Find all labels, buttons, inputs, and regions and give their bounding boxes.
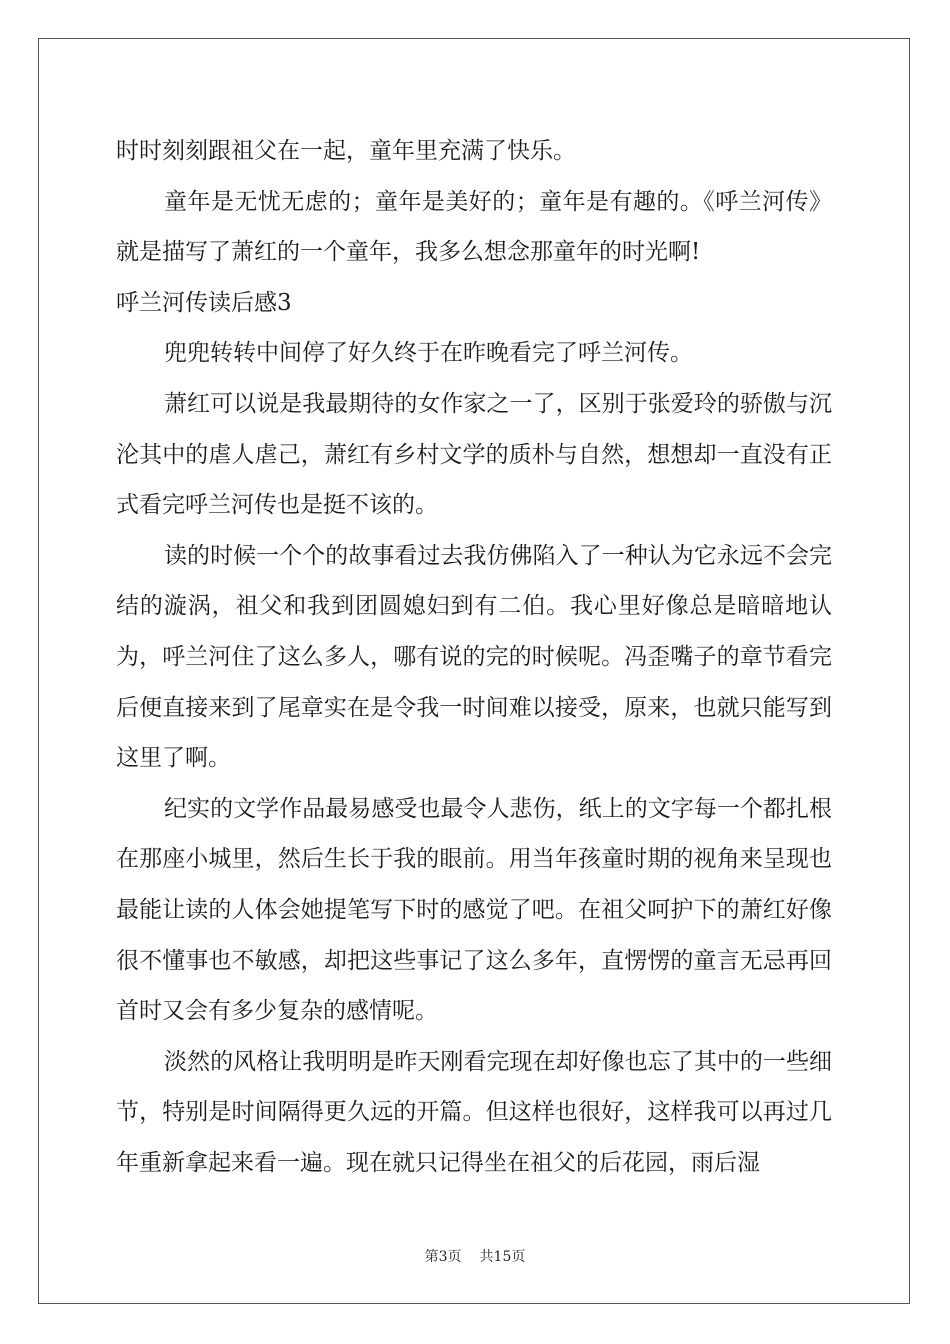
paragraph-continuation: 时时刻刻跟祖父在一起，童年里充满了快乐。 — [116, 138, 576, 164]
page-number: 第3页 — [424, 1249, 462, 1265]
paragraph: 童年是无忧无虑的；童年是美好的；童年是有趣的。《呼兰河传》就是描写了萧红的一个童年，我多么想念那童年的时光啊! — [116, 188, 832, 266]
paragraph: 淡然的风格让我明明是昨天刚看完现在却好像也忘了其中的一些细节，特别是时间隔得更久远的开篇。但这样也很好，这样我可以再过几年重新拿起来看一遍。现在就只记得坐在祖父的后花园，雨后湿 — [116, 1048, 832, 1176]
section-heading: 呼兰河传读后感3 — [116, 289, 292, 316]
paragraph: 兜兜转转中间停了好久终于在昨晚看完了呼兰河传。 — [164, 340, 693, 367]
document-body — [116, 126, 832, 1188]
page-total: 共15页 — [479, 1249, 526, 1265]
paragraph: 纪实的文学作品最易感受也最令人悲伤，纸上的文字每一个都扎根在那座小城里，然后生长于我的眼前。用当年孩童时期的视角来呈现也最能让读的人体会她提笔写下时的感觉了吧。在祖父呵护下的萧红好像很不懂事也不敏感，却把这些事记了这么多年，直愣愣的童言无忌再回首时又会有多少复杂的感情呢。 — [116, 795, 832, 1025]
paragraph: 读的时候一个个的故事看过去我仿佛陷入了一种认为它永远不会完结的漩涡，祖父和我到团圆媳妇到有二伯。我心里好像总是暗暗地认为，呼兰河住了这么多人，哪有说的完的时候呢。冯歪嘴子的章节看完后便直接来到了尾章实在是令我一时间难以接受，原来，也就只能写到这里了啊。 — [116, 542, 832, 772]
page-footer — [0, 1246, 950, 1266]
paragraph: 萧红可以说是我最期待的女作家之一了，区别于张爱玲的骄傲与沉沦其中的虐人虐己，萧红有乡村文学的质朴与自然，想想却一直没有正式看完呼兰河传也是挺不该的。 — [116, 390, 832, 519]
